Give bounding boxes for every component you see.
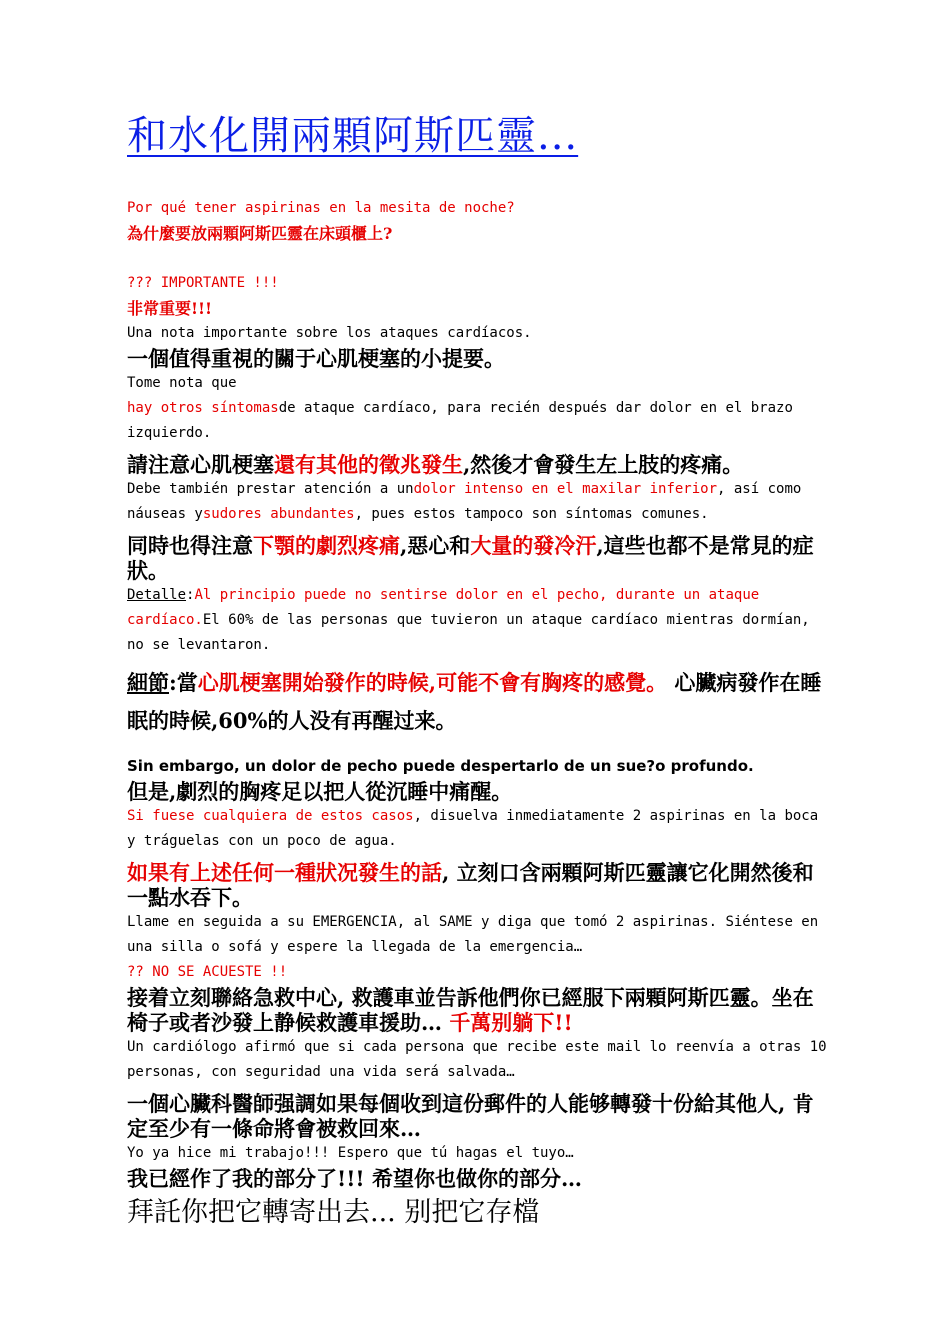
cardiologist-es: Un cardiólogo afirmó que si cada persona que recibe este mail lo reenvía a otras 10 personas, con seguridad una vida será salvada… xyxy=(127,1039,827,1080)
jaw-cn-text-1: 同時也得注意 xyxy=(127,533,253,558)
jaw-es-text-1: Debe también prestar atención a un xyxy=(127,481,414,497)
jaw-es xyxy=(127,477,827,527)
detail-cn xyxy=(127,664,827,740)
jaw-es-highlight-2: sudores abundantes xyxy=(202,506,355,522)
jaw-es-text-3: , pues estos tampoco son síntomas comunes. xyxy=(354,506,709,522)
case-cn-text: , 立刻口含兩顆阿斯匹靈讓它化開然後和一點水吞下。 xyxy=(127,860,814,910)
jaw-es-highlight-1: dolor intenso en el maxilar inferior xyxy=(413,481,718,497)
question-cn: 為什麼要放兩顆阿斯匹靈在床頭櫃上? xyxy=(127,224,393,243)
wake-es: Sin embargo, un dolor de pecho puede despertarlo de un sue?o profundo. xyxy=(127,757,754,775)
cardiologist-cn: 一個心臟科醫師强調如果每個收到這份郵件的人能够轉發十份給其他人, 肯定至少有一條命將會被救回來… xyxy=(127,1091,814,1141)
call-cn-highlight: 千萬别躺下!! xyxy=(449,1010,573,1035)
note-es: Una nota importante sobre los ataques cardíacos. xyxy=(127,325,532,341)
page-title[interactable]: 和水化開兩顆阿斯匹靈... xyxy=(127,113,579,159)
case-cn xyxy=(127,860,827,910)
case-cn-highlight: 如果有上述任何一種狀况發生的話 xyxy=(127,860,442,885)
jaw-cn-highlight-2: 大量的發冷汗 xyxy=(470,533,597,558)
symptoms-es xyxy=(127,396,827,446)
detail-cn-highlight: 心肌梗塞開始發作的時候,可能不會有胸疼的感覺。 xyxy=(197,670,668,695)
case-es-highlight: Si fuese cualquiera de estos casos xyxy=(127,808,414,824)
detail-cn-colon: :當 xyxy=(169,670,198,695)
symptoms-cn-highlight: 還有其他的徵兆發生 xyxy=(274,452,463,477)
detail-es-colon: : xyxy=(186,587,195,603)
detail-cn-text: 心臟病發作在睡眠的時候,60%的人没有再醒过来。 xyxy=(127,670,822,733)
important-cn: 非常重要!!! xyxy=(127,299,213,318)
symptoms-cn-text-1: 請注意心肌梗塞 xyxy=(127,452,274,477)
tome-nota-es: Tome nota que xyxy=(127,375,237,391)
detail-es xyxy=(127,583,827,658)
detail-es-label: Detalle xyxy=(127,587,187,603)
jaw-cn-text-3: ,這些也都不是常見的症狀。 xyxy=(127,533,814,583)
done-cn: 我已經作了我的部分了!!! 希望你也做你的部分… xyxy=(127,1166,582,1191)
done-es: Yo ya hice mi trabajo!!! Espero que tú hagas el tuyo… xyxy=(127,1145,574,1161)
call-es: Llame en seguida a su EMERGENCIA, al SAME y diga que tomó 2 aspirinas. Siéntese en una silla o sofá y espere la llegada de la emergencia… xyxy=(127,914,819,955)
question-es: Por qué tener aspirinas en la mesita de noche? xyxy=(127,200,515,216)
jaw-cn-highlight-1: 下顎的劇烈疼痛 xyxy=(253,533,400,558)
jaw-cn xyxy=(127,533,827,583)
detail-es-highlight: Al principio puede no sentirse dolor en el pecho, durante un ataque cardíaco. xyxy=(127,587,760,628)
symptoms-es-text: de ataque cardíaco, para recién después dar dolor en el brazo izquierdo. xyxy=(127,400,793,441)
case-es xyxy=(127,804,827,854)
symptoms-cn-text-2: ,然後才會發生左上肢的疼痛。 xyxy=(463,452,744,477)
call-cn xyxy=(127,985,827,1035)
jaw-es-text-2: , así como náuseas y xyxy=(127,481,802,522)
jaw-cn-text-2: ,惡心和 xyxy=(400,533,471,558)
detail-cn-label: 細節 xyxy=(127,670,169,695)
detail-es-text: El 60% de las personas que tuvieron un ataque cardíaco mientras dormían, no se levantaron. xyxy=(127,612,810,653)
call-cn-text: 接着立刻聯絡急救中心, 救護車並告訴他們你已經服下兩顆阿斯匹靈。坐在椅子或者沙發上静候救護車援助… xyxy=(127,985,814,1035)
final-cn: 拜託你把它轉寄出去... 别把它存檔 xyxy=(127,1197,540,1228)
note-cn: 一個值得重視的關于心肌梗塞的小提要。 xyxy=(127,346,505,371)
symptoms-es-highlight: hay otros síntomas xyxy=(127,400,279,416)
wake-cn: 但是,劇烈的胸疼足以把人從沉睡中痛醒。 xyxy=(127,779,513,804)
no-acueste-es: ?? NO SE ACUESTE !! xyxy=(127,964,288,980)
document-body xyxy=(127,110,827,1230)
symptoms-cn xyxy=(127,452,827,477)
case-es-text: , disuelva inmediatamente 2 aspirinas en la boca y tráguelas con un poco de agua. xyxy=(127,808,819,849)
important-es: ??? IMPORTANTE !!! xyxy=(127,275,279,291)
